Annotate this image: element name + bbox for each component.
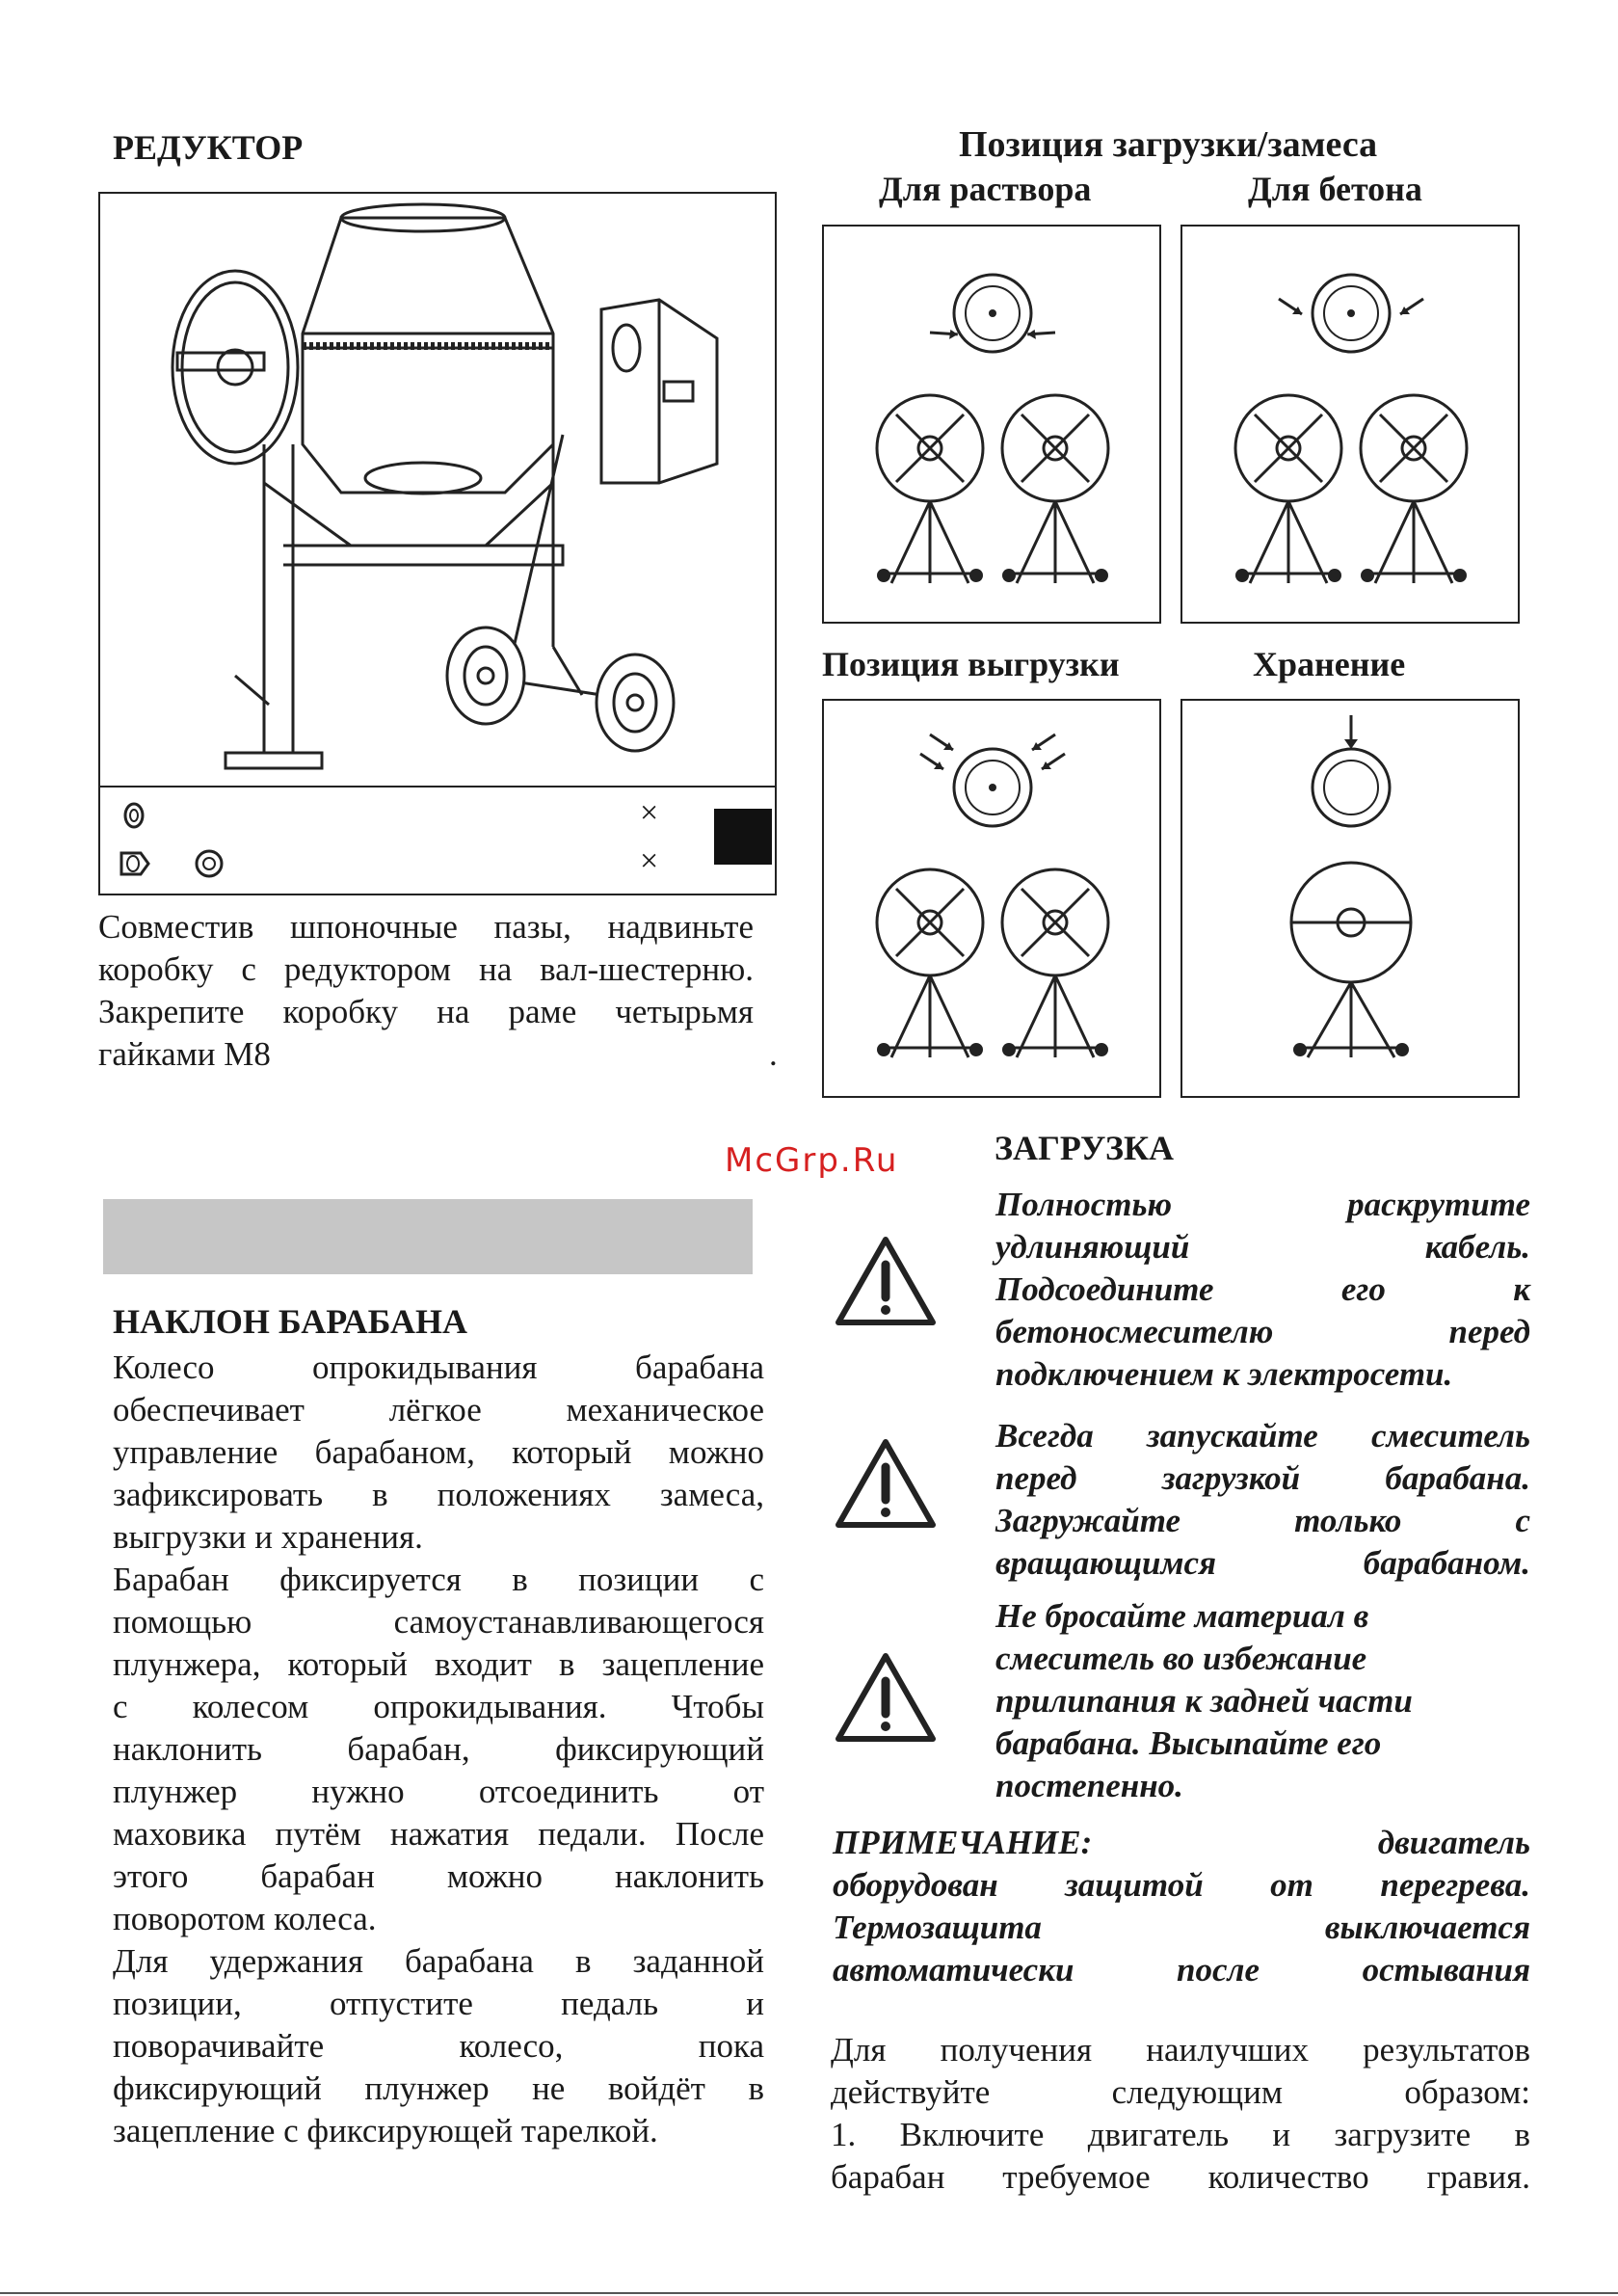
ring-washer-icon — [193, 847, 225, 880]
mixer-illustration-box — [98, 192, 777, 789]
reducer-heading: РЕДУКТОР — [113, 128, 304, 167]
loading-heading: ЗАГРУЗКА — [995, 1129, 1175, 1167]
tilt-heading: НАКЛОН БАРАБАНА — [113, 1302, 467, 1341]
tilt-text: Колесо опрокидывания барабана обеспечивает лёгкое механическое управление барабаном, который можно зафиксировать в положениях замеса, выгрузки и хранения. Барабан фиксируется в позиции с помощью самоустанавливающегося плунжера, который входит в зацепление с колесом опрокидывания. Чтобы наклонить барабан, фиксирующий плунжер нужно отсоединить от маховика путём нажатия педали. После этого барабан можно наклонить поворотом колеса. Для удержания барабана в заданной позиции, отпустите педаль и поворачивайте колесо, пока фиксирующий плунжер не войдёт в зацепление с фиксирующей тарелкой. — [113, 1348, 764, 2149]
bottom-rule — [0, 2292, 1618, 2294]
nut-icon — [116, 847, 154, 880]
reducer-caption: Совместив шпоночные пазы, надвиньте коробку с редуктором на вал-шестерню. Закрепите коробку на раме четырьмя гайками М8 — [98, 908, 754, 1073]
washer-icon — [119, 801, 148, 830]
storage-position-diagram — [1180, 699, 1520, 1098]
note-text: ПРИМЕЧАНИЕ: двигатель оборудован защитой от перегрева. Термозащита выключается автоматически после остывания — [833, 1824, 1530, 1989]
watermark: McGrp.Ru — [725, 1141, 899, 1180]
caption-dot: . — [769, 1035, 778, 1073]
warning-icon — [833, 1650, 939, 1745]
warning-text-start: Всегда запускайте смеситель перед загрузкой барабана. Загружайте только с вращающимся барабаном. — [995, 1417, 1530, 1582]
quantity-mark: × — [640, 843, 659, 879]
quantity-mark: × — [640, 795, 659, 831]
black-marker — [714, 809, 772, 865]
warning-text-cable: Полностью раскрутите удлиняющий кабель. Подсоедините его к бетоносмесителю перед подключением к электросети. — [995, 1186, 1530, 1393]
unload-label: Позиция выгрузки — [822, 645, 1120, 683]
mortar-label: Для раствора — [879, 170, 1092, 208]
positions-heading: Позиция загрузки/замеса — [959, 124, 1378, 165]
warning-text-material: Не бросайте материал в смеситель во избежание прилипания к задней части барабана. Высыпайте его постепенно. — [995, 1597, 1413, 1804]
unload-position-diagram — [822, 699, 1161, 1098]
warning-icon — [833, 1436, 939, 1531]
storage-label: Хранение — [1253, 645, 1406, 683]
mortar-position-diagram — [822, 225, 1161, 624]
concrete-mixer-illustration — [100, 194, 775, 788]
warning-icon — [833, 1234, 939, 1328]
loading-body: Для получения наилучших результатов действуйте следующим образом: 1. Включите двигатель и загрузите в барабан требуемое количество гравия. — [831, 2031, 1530, 2196]
parts-strip — [98, 786, 777, 895]
concrete-position-diagram — [1180, 225, 1520, 624]
grey-bar — [103, 1199, 753, 1274]
concrete-label: Для бетона — [1248, 170, 1422, 208]
